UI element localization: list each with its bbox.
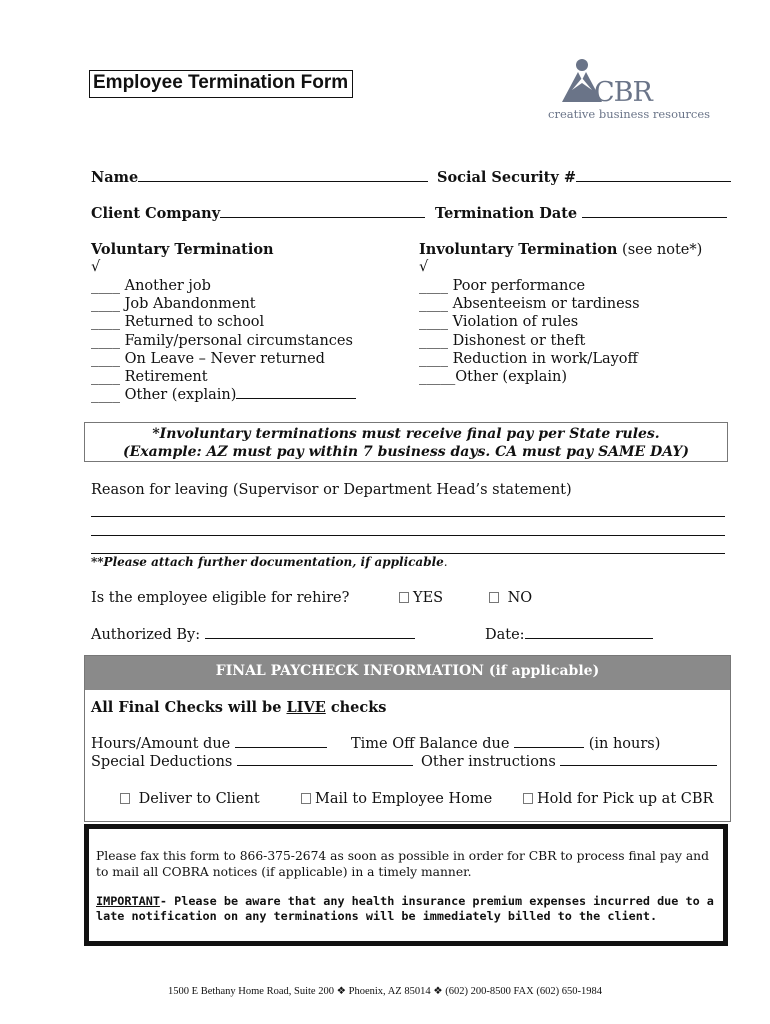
hold-for-pickup-option[interactable]: Hold for Pick up at CBR (523, 791, 713, 807)
involuntary-heading: Involuntary Termination (see note*) (419, 241, 703, 258)
reason-line-3[interactable] (91, 553, 725, 554)
checkbox-icon[interactable] (399, 592, 409, 603)
termination-date-field[interactable] (435, 205, 727, 222)
fax-instructions (96, 848, 709, 880)
time-off-field[interactable]: Time Off Balance due (in hours) (351, 736, 661, 752)
involuntary-item[interactable]: ____ Dishonest or theft (419, 332, 586, 349)
voluntary-check-mark: √ (91, 259, 101, 275)
involuntary-item[interactable]: _____Other (explain) (419, 368, 568, 385)
name-label: Name (91, 169, 139, 186)
note-line-1: *Involuntary terminations must receive final pay per State rules. (152, 426, 660, 442)
involuntary-item[interactable]: ____ Absenteeism or tardiness (419, 296, 640, 313)
termination-date-label: Termination Date (435, 205, 578, 222)
date-field[interactable] (485, 626, 653, 643)
name-field[interactable] (91, 169, 428, 186)
voluntary-item[interactable]: ____ Returned to school (91, 314, 265, 331)
ssn-label: Social Security # (437, 169, 576, 186)
voluntary-heading: Voluntary Termination (91, 241, 274, 258)
voluntary-item[interactable]: ____ Retirement (91, 368, 208, 385)
rehire-no-option[interactable]: NO (489, 590, 532, 606)
checkbox-icon[interactable] (301, 793, 311, 804)
live-checks-note: All Final Checks will be LIVE checks (91, 699, 387, 716)
voluntary-list (91, 277, 356, 404)
rehire-yes-option[interactable]: YES (399, 590, 443, 606)
voluntary-item[interactable]: ____ Family/personal circumstances (91, 332, 353, 349)
date-label: Date: (485, 627, 525, 643)
client-company-label: Client Company (91, 205, 221, 222)
involuntary-item[interactable]: ____ Poor performance (419, 278, 586, 294)
reason-line-1[interactable] (91, 516, 725, 517)
checkbox-icon[interactable] (489, 592, 499, 603)
page-title: Employee Termination Form (89, 70, 353, 98)
hours-amount-field[interactable]: Hours/Amount due (91, 735, 327, 752)
voluntary-item[interactable]: ____ On Leave – Never returned (91, 350, 325, 367)
involuntary-note-box (84, 422, 728, 462)
logo-subtitle: creative business resources (548, 107, 711, 121)
fax-line-2: to mail all COBRA notices (if applicable) in a timely manner. (96, 865, 472, 879)
logo-text: CBR (594, 77, 652, 108)
mail-to-employee-option[interactable]: Mail to Employee Home (301, 791, 492, 807)
authorized-by-label: Authorized By: (91, 627, 201, 643)
reason-label: Reason for leaving (Supervisor or Department Head’s statement) (91, 482, 572, 498)
attach-note: **Please attach further documentation, if applicable. (91, 555, 448, 569)
authorized-by-field[interactable] (91, 626, 415, 643)
fax-line-1: Please fax this form to 866-375-2674 as soon as possible in order for CBR to process final pay and (96, 849, 709, 863)
ssn-field[interactable] (437, 169, 731, 186)
voluntary-item[interactable]: ____ Another job (91, 278, 211, 294)
important-notice: IMPORTANT- Please be aware that any health insurance premium expenses incurred due to a late notification on any terminations will be immediately billed to the client. (96, 894, 714, 923)
important-label: IMPORTANT (96, 894, 160, 908)
fax-instructions-inner-border (88, 828, 724, 942)
client-company-field[interactable] (91, 205, 425, 222)
involuntary-item[interactable]: ____ Violation of rules (419, 314, 579, 331)
special-deductions-field[interactable]: Special Deductions (91, 753, 413, 770)
checkbox-icon[interactable] (120, 793, 130, 804)
involuntary-check-mark: √ (419, 259, 429, 275)
involuntary-item[interactable]: ____ Reduction in work/Layoff (419, 350, 638, 367)
voluntary-item[interactable]: ____ Job Abandonment (91, 296, 256, 313)
rehire-question: Is the employee eligible for rehire? (91, 590, 350, 606)
deliver-to-client-option[interactable]: Deliver to Client (120, 791, 260, 807)
involuntary-list (419, 277, 640, 386)
reason-line-2[interactable] (91, 535, 725, 536)
final-paycheck-heading: FINAL PAYCHECK INFORMATION (if applicable) (85, 656, 730, 690)
footer-address: 1500 E Bethany Home Road, Suite 200 ❖ Phoenix, AZ 85014 ❖ (602) 200-8500 FAX (602) 650-1984 (168, 986, 602, 997)
other-instructions-field[interactable]: Other instructions (421, 753, 717, 770)
voluntary-item-other[interactable]: ____ Other (explain) (91, 386, 356, 404)
note-line-2: (Example: AZ must pay within 7 business days. CA must pay SAME DAY) (122, 444, 690, 460)
checkbox-icon[interactable] (523, 793, 533, 804)
